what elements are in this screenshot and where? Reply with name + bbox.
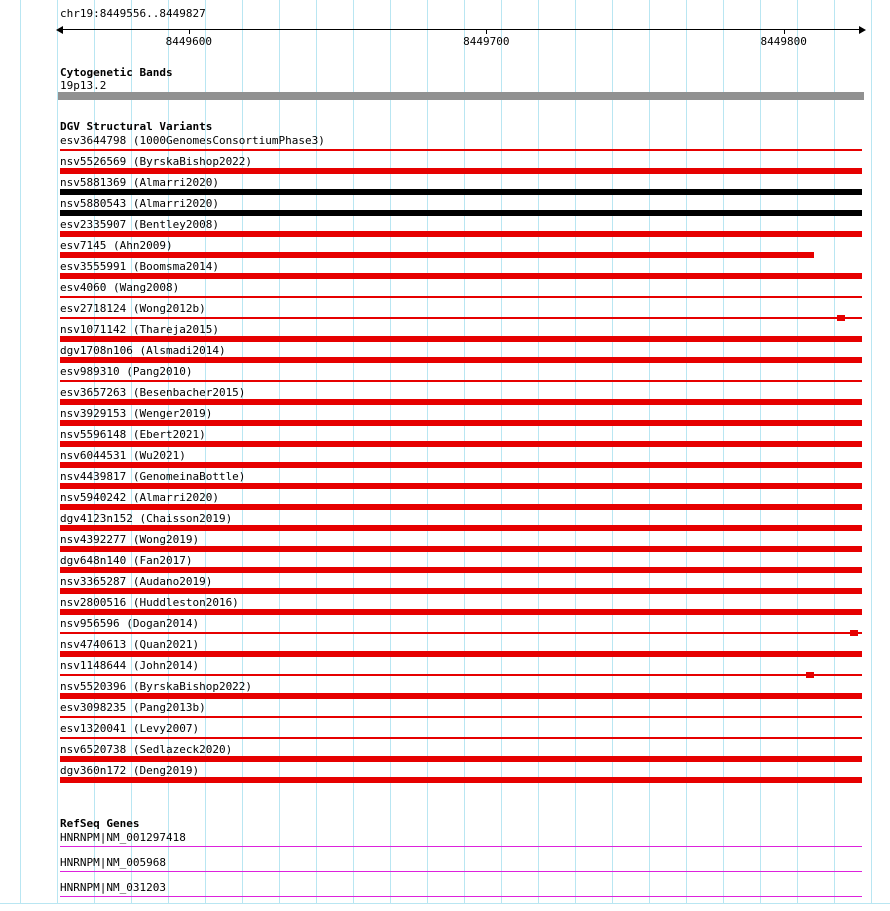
cytoband-bar[interactable] — [58, 92, 864, 100]
variant-row — [60, 701, 862, 722]
gene-label: HNRNPM|NM_001297418 — [60, 831, 186, 844]
variant-bar[interactable] — [60, 231, 862, 237]
variant-bar[interactable] — [60, 420, 862, 426]
variant-bar[interactable] — [60, 168, 862, 174]
variant-bar[interactable] — [60, 252, 814, 258]
variant-row — [60, 449, 862, 470]
variant-label: nsv4740613 (Quan2021) — [60, 638, 200, 651]
gene-row — [60, 831, 862, 856]
variant-row — [60, 197, 862, 218]
variant-label: dgv648n140 (Fan2017) — [60, 554, 193, 567]
variant-row — [60, 365, 862, 386]
variant-bar[interactable] — [60, 296, 862, 298]
variant-bar[interactable] — [60, 674, 862, 676]
variant-row — [60, 134, 862, 155]
variant-label: nsv5880543 (Almarri2020) — [60, 197, 219, 210]
variant-bar[interactable] — [60, 737, 862, 739]
ruler-right-arrow-icon — [859, 26, 866, 34]
refseq-track — [60, 831, 862, 906]
variant-label: esv2335907 (Bentley2008) — [60, 218, 219, 231]
dgv-track — [60, 134, 862, 785]
variant-bar[interactable] — [60, 756, 862, 762]
variant-bar[interactable] — [60, 399, 862, 405]
variant-label: nsv1071142 (Thareja2015) — [60, 323, 219, 336]
variant-bar[interactable] — [60, 693, 862, 699]
variant-label: nsv4392277 (Wong2019) — [60, 533, 200, 546]
variant-bar[interactable] — [60, 609, 862, 615]
variant-label: nsv4439817 (GenomeinaBottle) — [60, 470, 246, 483]
variant-bar[interactable] — [60, 317, 862, 319]
variant-bar[interactable] — [60, 546, 862, 552]
variant-bar[interactable] — [60, 149, 862, 151]
variant-label: esv989310 (Pang2010) — [60, 365, 193, 378]
variant-row — [60, 596, 862, 617]
tick-label: 8449600 — [165, 35, 213, 48]
refseq-title: RefSeq Genes — [60, 817, 140, 830]
gene-line[interactable] — [60, 871, 862, 872]
gene-label: HNRNPM|NM_031203 — [60, 881, 166, 894]
variant-bar[interactable] — [60, 483, 862, 489]
variant-row — [60, 491, 862, 512]
variant-row — [60, 512, 862, 533]
variant-bar[interactable] — [60, 632, 862, 634]
variant-label: nsv6520738 (Sedlazeck2020) — [60, 743, 233, 756]
dgv-title: DGV Structural Variants — [60, 120, 213, 133]
variant-label: nsv3929153 (Wenger2019) — [60, 407, 213, 420]
variant-label: esv1320041 (Levy2007) — [60, 722, 200, 735]
variant-row — [60, 281, 862, 302]
tick-mark — [189, 30, 190, 34]
variant-row — [60, 407, 862, 428]
variant-bar[interactable] — [60, 273, 862, 279]
variant-bar[interactable] — [60, 504, 862, 510]
variant-bar[interactable] — [60, 651, 862, 657]
variant-bar[interactable] — [60, 441, 862, 447]
variant-label: nsv3365287 (Audano2019) — [60, 575, 213, 588]
variant-label: esv3555991 (Boomsma2014) — [60, 260, 219, 273]
variant-row — [60, 470, 862, 491]
variant-bar[interactable] — [60, 380, 862, 382]
variant-row — [60, 218, 862, 239]
variant-row — [60, 554, 862, 575]
variant-label: dgv4123n152 (Chaisson2019) — [60, 512, 233, 525]
variant-label: esv3098235 (Pang2013b) — [60, 701, 206, 714]
variant-bar[interactable] — [60, 567, 862, 573]
variant-label: dgv1708n106 (Alsmadi2014) — [60, 344, 226, 357]
variant-row — [60, 260, 862, 281]
variant-row — [60, 344, 862, 365]
variant-bar[interactable] — [60, 210, 862, 216]
variant-bar[interactable] — [60, 525, 862, 531]
variant-row — [60, 722, 862, 743]
variant-label: nsv6044531 (Wu2021) — [60, 449, 186, 462]
variant-bar[interactable] — [60, 189, 862, 195]
variant-row — [60, 764, 862, 785]
coordinate-ruler[interactable] — [58, 22, 864, 48]
variant-row — [60, 659, 862, 680]
variant-row — [60, 575, 862, 596]
variant-row — [60, 386, 862, 407]
cytogenetic-bands-title: Cytogenetic Bands — [60, 66, 173, 79]
variant-bar[interactable] — [60, 777, 862, 783]
variant-label: esv3657263 (Besenbacher2015) — [60, 386, 246, 399]
cytoband-label: 19p13.2 — [60, 79, 107, 92]
variant-label: nsv5940242 (Almarri2020) — [60, 491, 219, 504]
variant-label: esv2718124 (Wong2012b) — [60, 302, 206, 315]
ruler-line — [58, 29, 864, 30]
bottom-gridline — [0, 903, 890, 904]
variant-bar[interactable] — [60, 336, 862, 342]
variant-row — [60, 239, 862, 260]
variant-mark[interactable] — [850, 630, 858, 636]
variant-mark[interactable] — [806, 672, 814, 678]
gene-label: HNRNPM|NM_005968 — [60, 856, 166, 869]
variant-row — [60, 533, 862, 554]
variant-label: nsv2800516 (Huddleston2016) — [60, 596, 239, 609]
variant-label: nsv1148644 (John2014) — [60, 659, 200, 672]
region-label: chr19:8449556..8449827 — [60, 7, 206, 20]
ruler-left-arrow-icon — [56, 26, 63, 34]
variant-row — [60, 680, 862, 701]
variant-label: nsv956596 (Dogan2014) — [60, 617, 200, 630]
variant-mark[interactable] — [837, 315, 845, 321]
gene-row — [60, 856, 862, 881]
variant-row — [60, 176, 862, 197]
variant-row — [60, 155, 862, 176]
variant-label: nsv5526569 (ByrskaBishop2022) — [60, 155, 253, 168]
tick-label: 8449700 — [463, 35, 510, 48]
variant-label: nsv5881369 (Almarri2020) — [60, 176, 219, 189]
tick-mark — [784, 30, 785, 34]
variant-label: dgv360n172 (Deng2019) — [60, 764, 200, 777]
variant-bar[interactable] — [60, 716, 862, 718]
variant-bar[interactable] — [60, 588, 862, 594]
tick-mark — [486, 30, 487, 34]
variant-row — [60, 302, 862, 323]
variant-bar[interactable] — [60, 462, 862, 468]
variant-label: esv3644798 (1000GenomesConsortiumPhase3) — [60, 134, 325, 147]
variant-label: esv7145 (Ahn2009) — [60, 239, 173, 252]
variant-row — [60, 638, 862, 659]
variant-row — [60, 743, 862, 764]
variant-row — [60, 617, 862, 638]
gene-line[interactable] — [60, 846, 862, 847]
variant-row — [60, 323, 862, 344]
variant-label: nsv5596148 (Ebert2021) — [60, 428, 206, 441]
tick-label: 8449800 — [760, 35, 807, 48]
variant-bar[interactable] — [60, 357, 862, 363]
variant-label: esv4060 (Wang2008) — [60, 281, 180, 294]
variant-label: nsv5520396 (ByrskaBishop2022) — [60, 680, 253, 693]
variant-row — [60, 428, 862, 449]
gene-line[interactable] — [60, 896, 862, 897]
